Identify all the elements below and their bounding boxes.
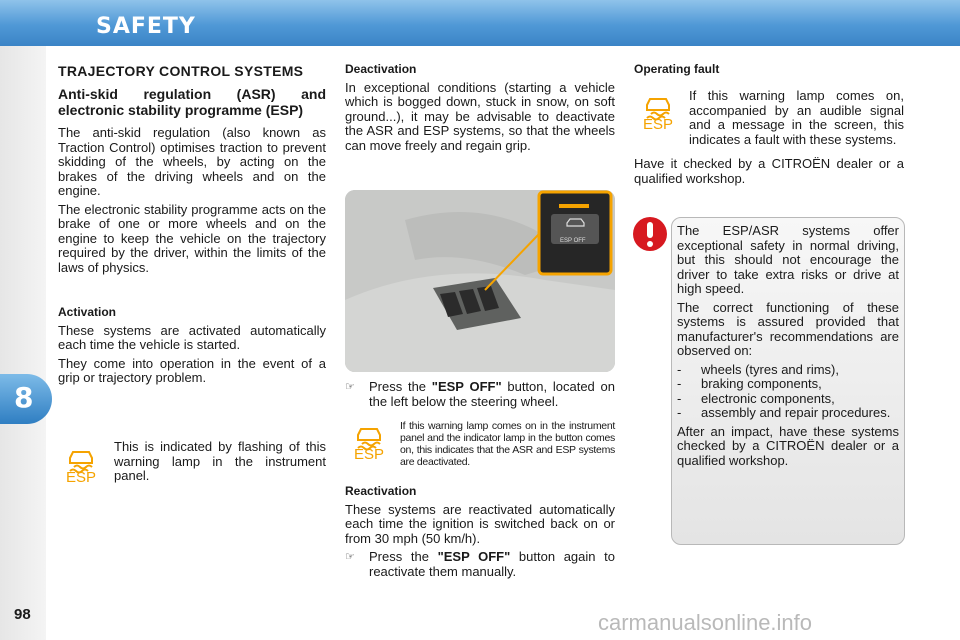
esp-icon-label-3: ESP — [643, 116, 674, 133]
esp-warning-icon-2 — [352, 424, 386, 464]
list-item: - braking components, — [677, 376, 822, 391]
paragraph-asr: The anti-skid regulation (also known as Traction Control) optimises traction to prevent skidding of the wheels, by acting on the brakes of the driving wheels and on the engine. — [58, 125, 326, 198]
fault-heading-block — [634, 62, 904, 81]
esp-icon-label: ESP — [66, 469, 97, 486]
reactivation-heading: Reactivation — [345, 484, 417, 498]
press-instruction — [345, 380, 615, 409]
esp-fault-icon — [641, 94, 675, 134]
main-title: TRAJECTORY CONTROL SYSTEMS — [58, 63, 304, 79]
deactivation-paragraph: In exceptional conditions (starting a vehicle which is bogged down, stuck in snow, on soft ground...), it may be advisable to deactivate the ASR and ESP systems, so that the wheels can move freely and regain grip. — [345, 79, 615, 153]
flash-note: This is indicated by flashing of this warning lamp in the instrument panel. — [114, 439, 326, 483]
pointing-hand-icon: ☞ — [345, 381, 355, 393]
esp-warning-icon — [64, 447, 98, 487]
photo-button-label: ESP OFF — [560, 238, 586, 244]
column-2-bottom — [345, 484, 615, 579]
activation-heading: Activation — [58, 305, 117, 319]
fault-paragraph: If this warning lamp comes on, accompanied by an audible signal and a message in the screen, this indicates a fault with these systems. — [689, 88, 904, 147]
sub-title: Anti-skid regulation (ASR) and electronic stability programme (ESP) — [58, 86, 326, 118]
fault-heading: Operating fault — [634, 62, 720, 76]
section-title: SAFETY — [96, 14, 196, 39]
reactivation-paragraph: These systems are reactivated automatically each time the ignition is switched back on or from 30 mph (50 km/h). — [345, 501, 615, 546]
paragraph-esp: The electronic stability programme acts on the brake of one or more wheels and on the engine to keep the vehicle on the trajectory required by the driver, within the limits of the laws of physics. — [58, 201, 326, 275]
pointing-hand-icon-2: ☞ — [345, 551, 355, 563]
list-item: - electronic components, — [677, 390, 835, 406]
page-number: 98 — [14, 606, 31, 623]
list-item: - wheels (tyres and rims), — [677, 361, 839, 377]
warning-paragraph-3: After an impact, have these systems checked by a CITROËN dealer or a qualified workshop. — [677, 423, 899, 468]
dealer-paragraph: Have it checked by a CITROËN dealer or a qualified workshop. — [634, 156, 904, 186]
press-button-name: "ESP OFF" — [431, 379, 502, 394]
warning-text — [677, 224, 899, 472]
press-text-post: button, located on the left below the steering wheel. — [369, 379, 615, 409]
deactivation-heading: Deactivation — [345, 62, 417, 76]
chapter-number: 8 — [14, 381, 34, 414]
warning-paragraph-1: The ESP/ASR systems offer exceptional safety in normal driving, but this should not encourage the driver to take extra risks or drive at high speed. — [677, 223, 899, 296]
page-margin-bar — [0, 46, 46, 640]
press-text-pre: Press the — [369, 379, 432, 394]
press2-text-post: button again to reactivate them manually. — [369, 549, 615, 579]
watermark: carmanualsonline.info — [598, 610, 813, 635]
press2-button-name: "ESP OFF" — [437, 549, 511, 564]
activation-paragraph-2: They come into operation in the event of a grip or trajectory problem. — [58, 355, 326, 385]
press2-text-pre: Press the — [369, 549, 438, 564]
column-1 — [58, 62, 326, 390]
lamp-note: If this warning lamp comes on in the instrument panel and the indicator lamp in the button comes on, this indicates that the ASR and ESP systems are deactivated. — [400, 420, 615, 468]
header-bar — [0, 0, 960, 46]
warning-paragraph-2: The correct functioning of these systems is assured provided that manufacturer's recommendations are observed on: — [677, 299, 899, 358]
esp-off-button-photo — [345, 190, 615, 372]
column-2-top — [345, 62, 615, 157]
esp-icon-label-2: ESP — [354, 446, 385, 463]
list-item: - assembly and repair procedures. — [677, 405, 891, 420]
exclamation-icon — [632, 216, 668, 252]
activation-paragraph-1: These systems are activated automatically each time the vehicle is started. — [58, 322, 326, 352]
